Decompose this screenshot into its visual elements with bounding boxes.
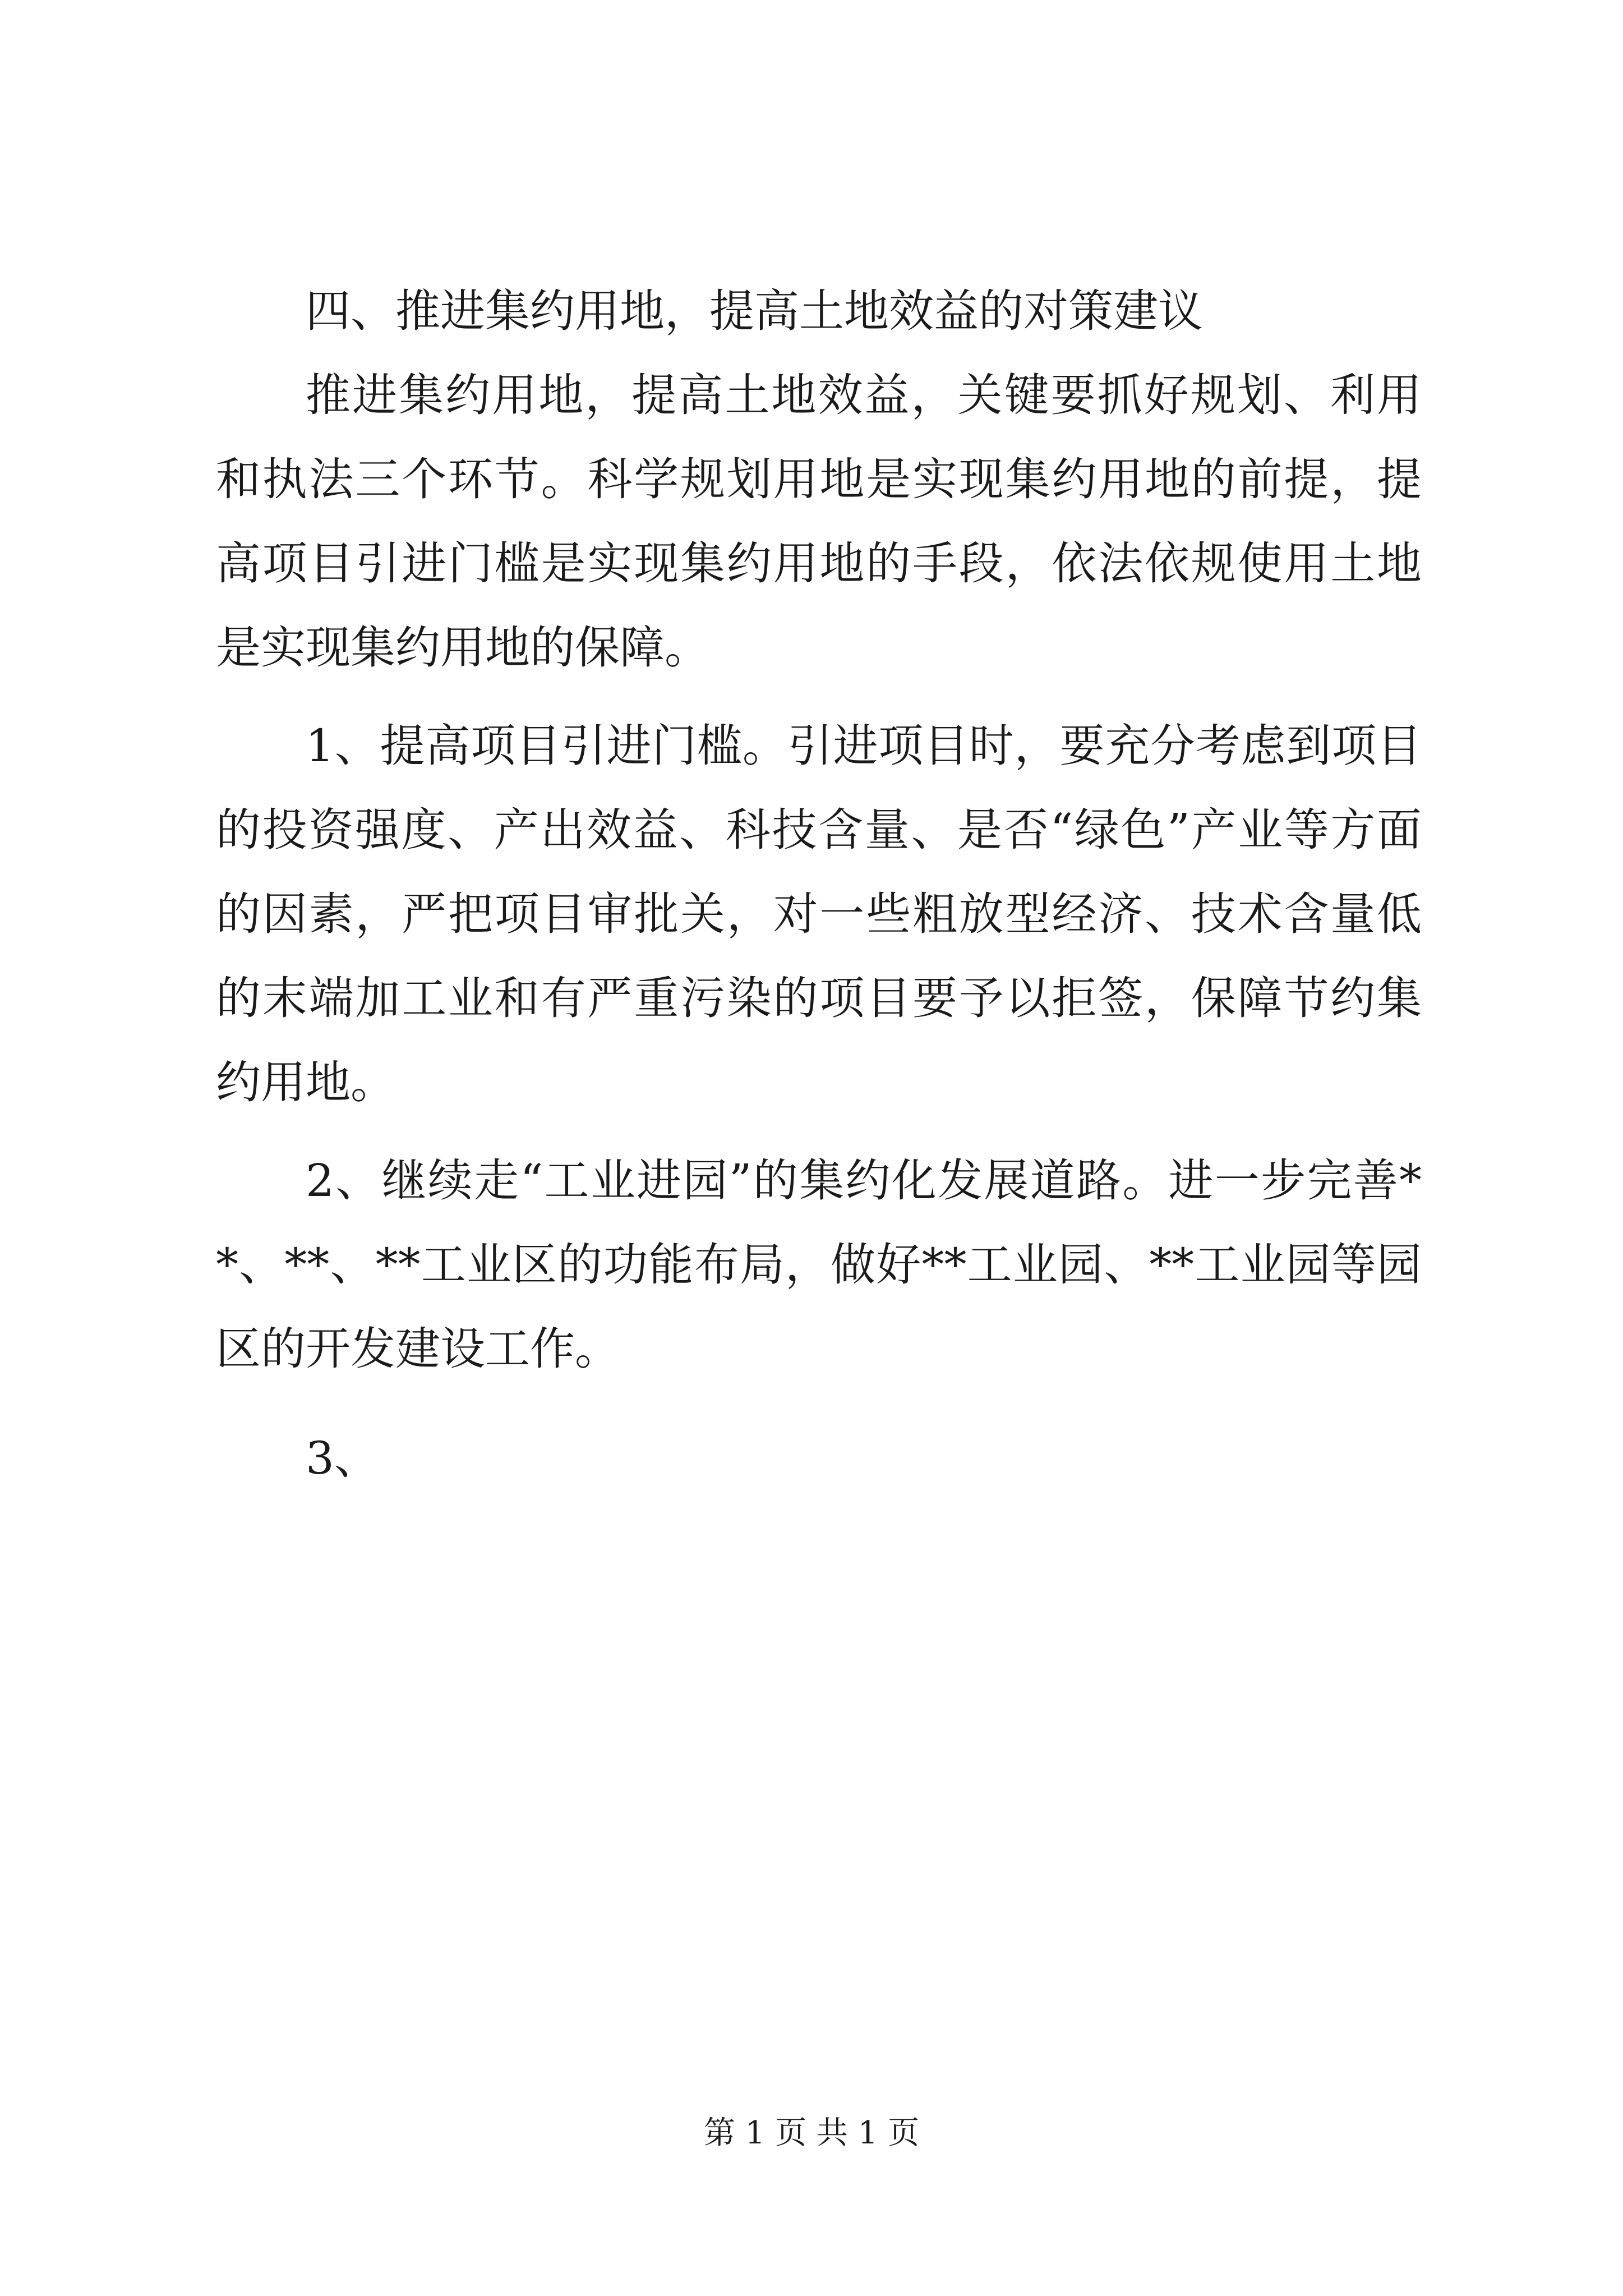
paragraph-item-2: 2、继续走“工业进园”的集约化发展道路。进一步完善**、**、**工业区的功能布局，做好**工业园、**工业园等园区的开发建设工作。 <box>216 1154 1422 1375</box>
paragraph-item-3: 3、 <box>306 1432 379 1484</box>
section-heading: 四、推进集约用地，提高土地效益的对策建议 <box>306 285 1203 337</box>
document-body <box>216 269 1422 1515</box>
page-footer: 第 1 页 共 1 页 <box>703 2115 920 2151</box>
paragraph-intro: 推进集约用地，提高土地效益，关键要抓好规划、利用和执法三个环节。科学规划用地是实现集约用地的前提，提高项目引进门槛是实现集约用地的手段，依法依规使用土地是实现集约用地的保障。 <box>216 369 1422 674</box>
paragraph-item-1: 1、提高项目引进门槛。引进项目时，要充分考虑到项目的投资强度、产出效益、科技含量、是否“绿色”产业等方面的因素，严把项目审批关，对一些粗放型经济、技术含量低的末端加工业和有严重污染的项目要予以拒签，保障节约集约用地。 <box>216 720 1422 1108</box>
